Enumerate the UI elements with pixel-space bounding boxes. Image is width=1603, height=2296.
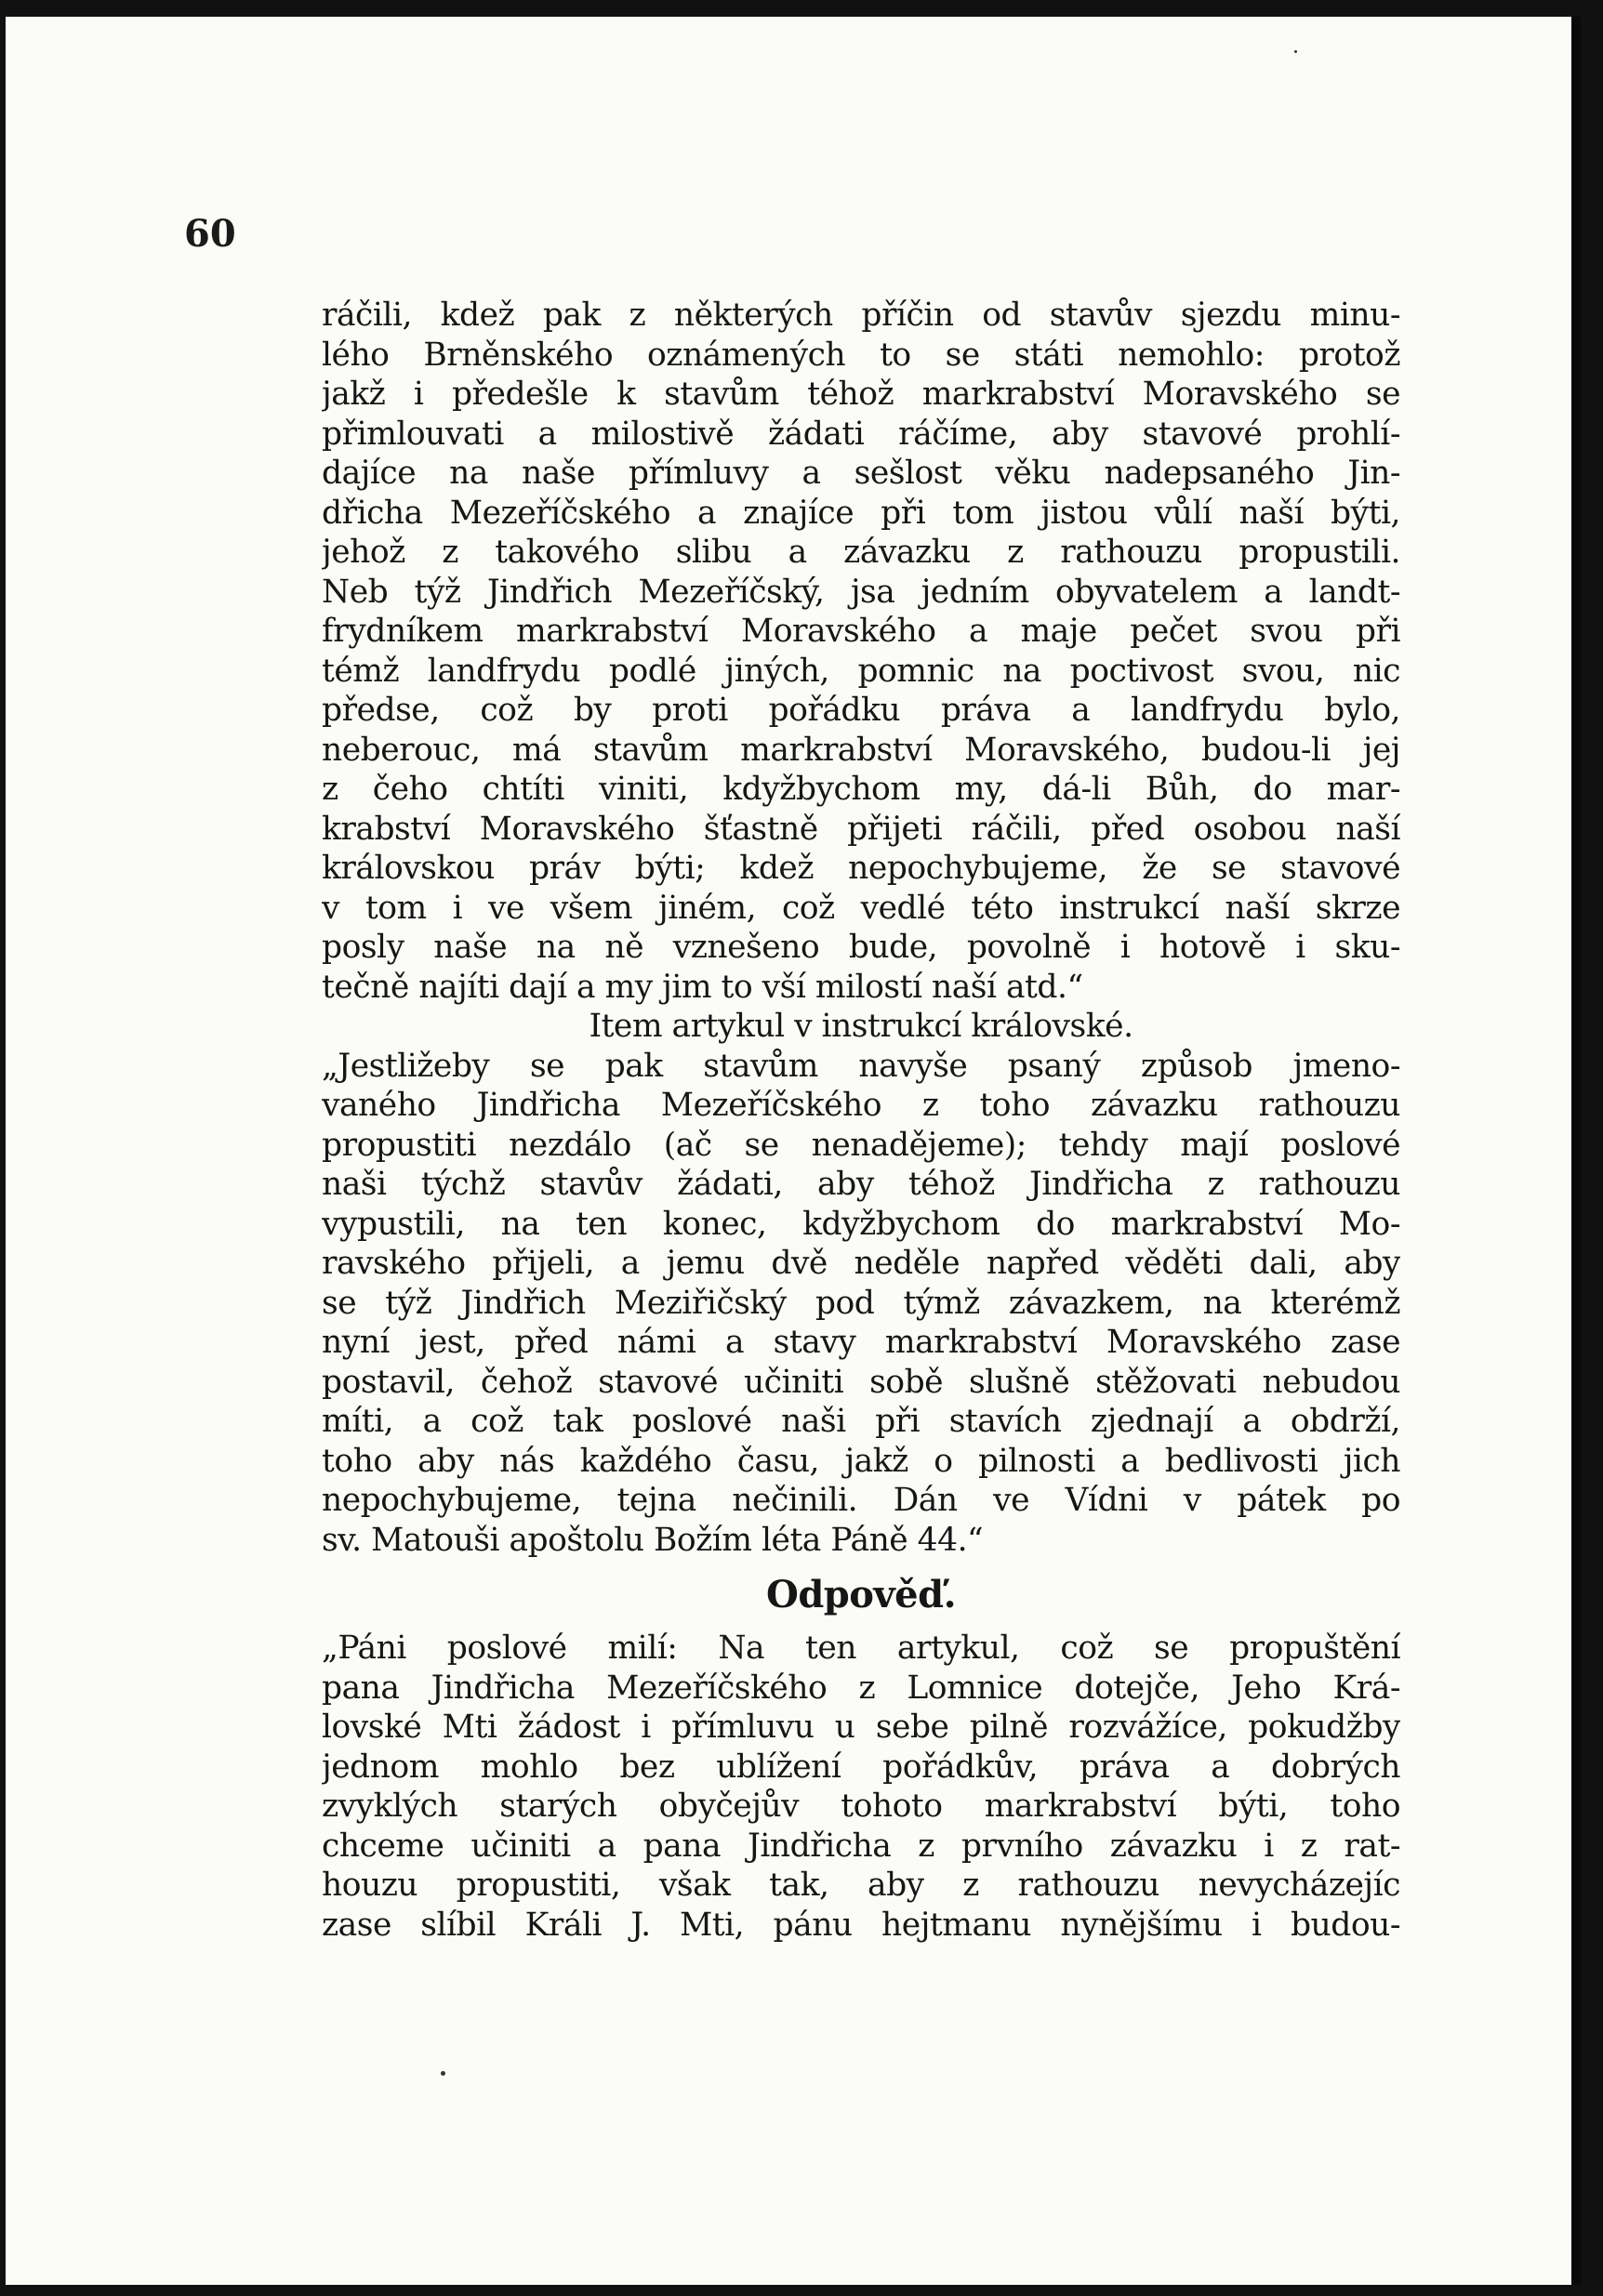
text-line: tečně najíti dají a my jim to vší milostí naší atd.“	[322, 968, 1083, 1006]
text-line: se týž Jindřich Meziřičský pod týmž závazkem, na kterémž	[322, 1284, 1400, 1322]
book-page	[6, 17, 1581, 2285]
text-line: jednom mohlo bez ublížení pořádkův, práva a dobrých	[322, 1748, 1400, 1786]
paragraphs	[322, 296, 1400, 1560]
text-line: „Jestližeby se pak stavům navyše psaný způsob jmeno-	[322, 1047, 1400, 1085]
text-line: Item artykul v instrukcí královské.	[589, 1008, 1133, 1045]
text-line: neberouc, má stavům markrabství Moravského, budou-li jej	[322, 731, 1400, 769]
text-line: míti, a což tak poslové naši při stavích zjednají a obdrží,	[322, 1403, 1400, 1440]
text-line: jakž i předešle k stavům téhož markrabství Moravského se	[322, 376, 1400, 413]
text-line: zvyklých starých obyčejův tohoto markrabství býti, toho	[322, 1788, 1400, 1825]
scan-speck	[441, 2071, 445, 2076]
paragraph	[322, 296, 1400, 1007]
text-line: královskou práv býti; kdež nepochybujeme, že se stavové	[322, 850, 1400, 887]
text-line: postavil, čehož stavové učiniti sobě slušně stěžovati nebudou	[322, 1363, 1400, 1401]
text-line: lovské Mti žádost i přímluvu u sebe pilně rozvážíce, pokudžby	[322, 1709, 1400, 1746]
text-line: z čeho chtíti viniti, kdyžbychom my, dá-li Bůh, do mar-	[322, 771, 1400, 808]
text-line: přimlouvati a milostivě žádati ráčíme, aby stavové prohlí-	[322, 415, 1400, 453]
text-line: zase slíbil Králi J. Mti, pánu hejtmanu nynějšímu i budou-	[322, 1906, 1400, 1944]
text-line: dajíce na naše přímluvy a sešlost věku nadepsaného Jin-	[322, 455, 1400, 492]
text-line: toho aby nás každého času, jakž o pilnosti a bedlivosti jich	[322, 1442, 1400, 1480]
text-line: naši týchž stavův žádati, aby téhož Jindřicha z rathouzu	[322, 1166, 1400, 1203]
text-line: Neb týž Jindřich Mezeříčský, jsa jedním obyvatelem a landt-	[322, 573, 1400, 611]
text-line: ráčili, kdež pak z některých příčin od stavův sjezdu minu-	[322, 297, 1400, 334]
paragraph	[322, 1047, 1400, 1561]
body-text	[322, 296, 1400, 1945]
text-line: krabství Moravského šťastně přijeti ráčili, před osobou naší	[322, 810, 1400, 848]
text-line: vaného Jindřicha Mezeříčského z toho závazku rathouzu	[322, 1087, 1400, 1124]
answer-paragraph	[322, 1629, 1400, 1945]
text-line: dřicha Mezeříčského a znajíce při tom jistou vůlí naší býti,	[322, 494, 1400, 532]
text-line: jehož z takového slibu a závazku z rathouzu propustili.	[322, 534, 1400, 571]
text-line: nyní jest, před námi a stavy markrabství Moravského zase	[322, 1324, 1400, 1361]
page-number: 60	[184, 212, 236, 256]
scan-speck	[1294, 50, 1297, 53]
text-line: houzu propustiti, však tak, aby z rathouzu nevycházejíc	[322, 1867, 1400, 1904]
text-line: témž landfrydu podlé jiných, pomnic na poctivost svou, nic	[322, 652, 1400, 690]
text-line: vypustili, na ten konec, kdyžbychom do markrabství Mo-	[322, 1205, 1400, 1243]
text-line: ravského přijeli, a jemu dvě neděle napřed věděti dali, aby	[322, 1245, 1400, 1282]
text-line: v tom i ve všem jiném, což vedlé této instrukcí naší skrze	[322, 889, 1400, 927]
text-line: nepochybujeme, tejna nečinili. Dán ve Vídni v pátek po	[322, 1482, 1400, 1519]
text-line: chceme učiniti a pana Jindřicha z prvního závazku i z rat-	[322, 1827, 1400, 1865]
section-caption	[322, 1007, 1400, 1047]
text-line: „Páni poslové milí: Na ten artykul, což se propuštění	[322, 1630, 1400, 1667]
text-line: předse, což by proti pořádku práva a landfrydu bylo,	[322, 692, 1400, 729]
text-line: sv. Matouši apoštolu Božím léta Páně 44.“	[322, 1521, 984, 1559]
text-line: frydníkem markrabství Moravského a maje pečet svou při	[322, 613, 1400, 650]
text-line: pana Jindřicha Mezeříčského z Lomnice dotejče, Jeho Krá-	[322, 1669, 1400, 1707]
text-line: lého Brněnského oznámených to se státi nemohlo: protož	[322, 336, 1400, 374]
text-line: posly naše na ně vznešeno bude, povolně i hotově i sku-	[322, 929, 1400, 966]
text-line: propustiti nezdálo (ač se nenadějeme); tehdy mají poslové	[322, 1126, 1400, 1164]
section-heading: Odpověď.	[765, 1573, 957, 1616]
